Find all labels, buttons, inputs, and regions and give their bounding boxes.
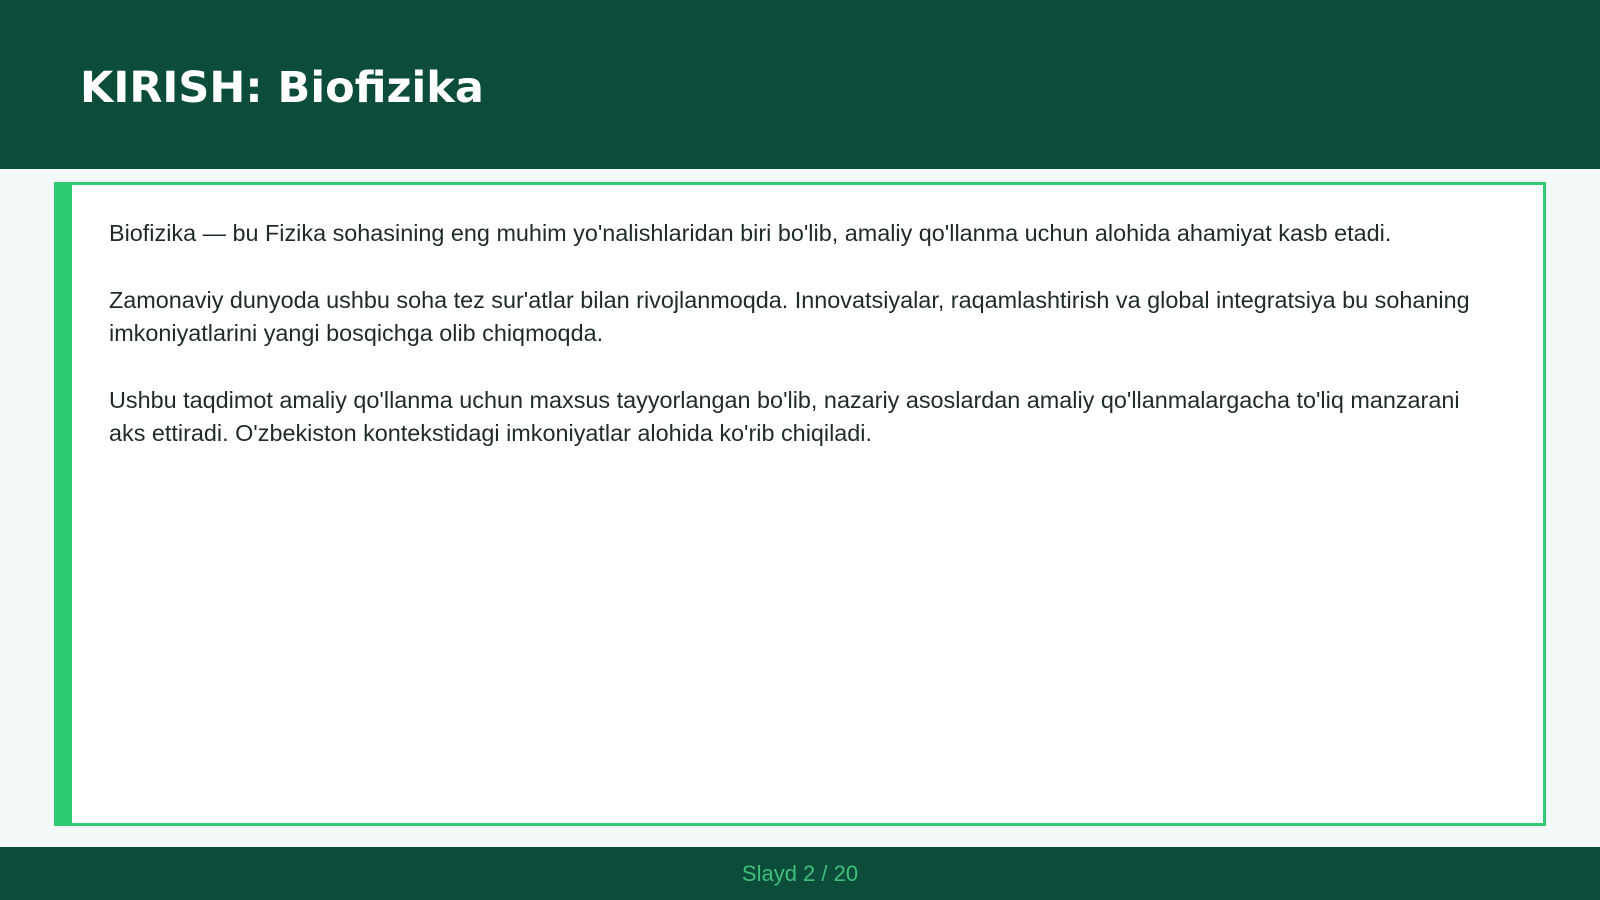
slide-footer: [0, 847, 1600, 900]
development-paragraph: Zamonaviy dunyoda ushbu soha tez sur'atlar bilan rivojlanmoqda. Innovatsiyalar, raqamlashtirish va global integratsiya bu sohaning imkoniyatlarini yangi bosqichga olib chiqmoqda.: [109, 287, 1470, 346]
intro-paragraph: Biofizika — bu Fizika sohasining eng muhim yo'nalishlaridan biri bo'lib, amaliy qo'llanma uchun alohida ahamiyat kasb etadi.: [109, 220, 1392, 246]
slide-title: KIRISH: Biofizika: [80, 63, 484, 113]
presentation-purpose-paragraph: Ushbu taqdimot amaliy qo'llanma uchun maxsus tayyorlangan bo'lib, nazariy asoslardan amaliy qo'llanmalargacha to'liq manzarani aks ettiradi. O'zbekiston kontekstidagi imkoniyatlar alohida ko'rib chiqiladi.: [109, 387, 1460, 446]
slide-header: [0, 0, 1600, 169]
content-card: [54, 182, 1546, 826]
slide-counter: Slayd 2 / 20: [741, 861, 859, 886]
